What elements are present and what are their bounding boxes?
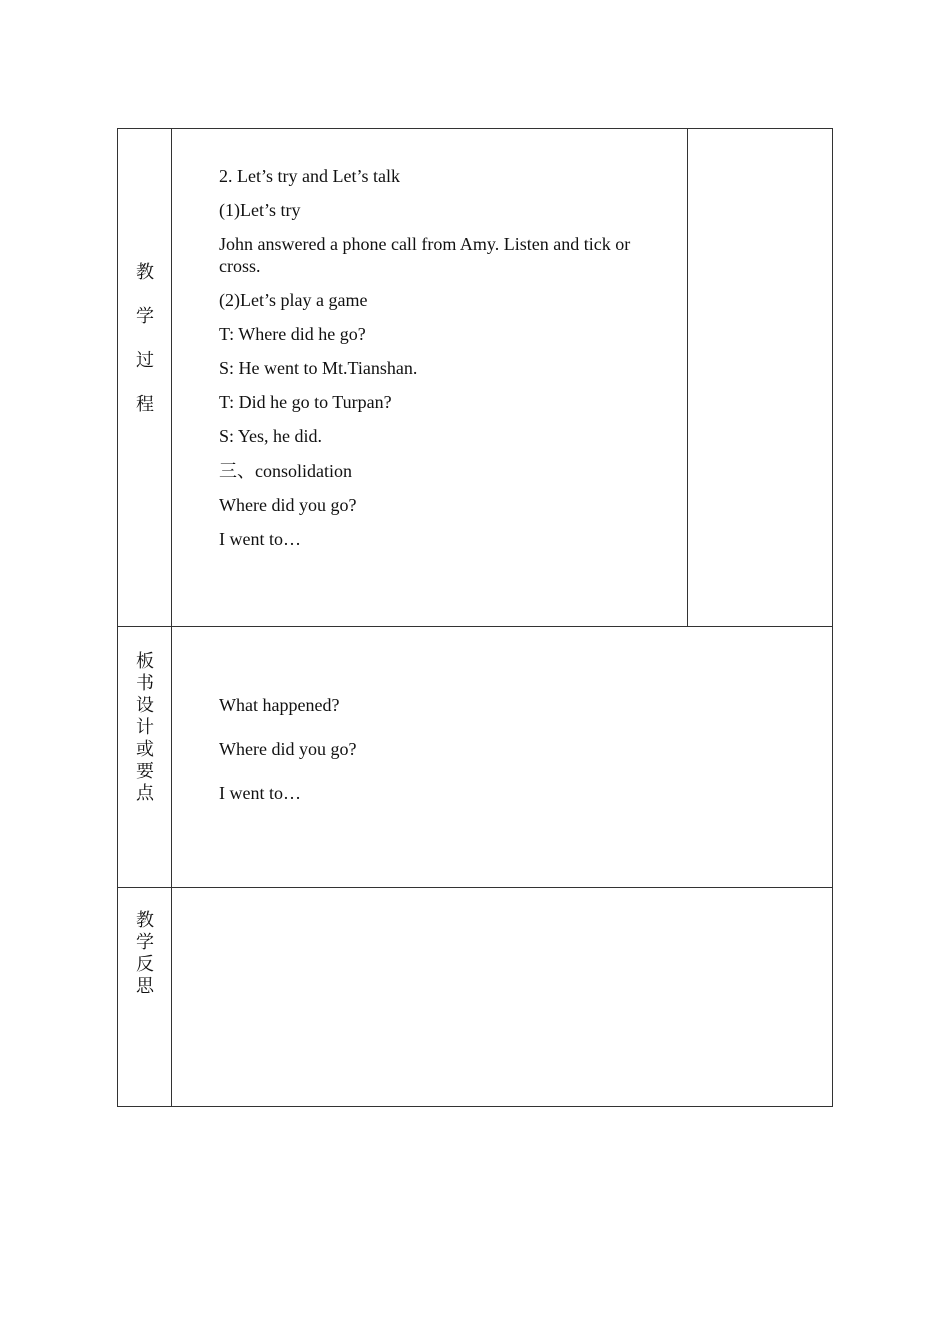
- process-label: [118, 251, 172, 427]
- board-line: I went to…: [219, 783, 301, 803]
- process-line: I went to…: [219, 529, 301, 549]
- process-line: John answered a phone call from Amy. Listen and tick or cross.: [219, 234, 631, 276]
- board-design-label: [118, 651, 172, 805]
- process-line: (2)Let’s play a game: [219, 290, 368, 310]
- board-design-content: [219, 627, 819, 887]
- board-label-char: 设: [136, 695, 154, 716]
- board-label-char: 书: [136, 673, 154, 694]
- process-content: [219, 129, 679, 626]
- process-line: S: He went to Mt.Tianshan.: [219, 358, 418, 378]
- notes-column-divider: [687, 129, 688, 626]
- process-line: (1)Let’s try: [219, 200, 301, 220]
- process-label-char: 学: [136, 306, 154, 327]
- reflection-label: [118, 910, 172, 998]
- board-label-char: 点: [136, 783, 154, 804]
- reflection-label-char: 学: [136, 932, 154, 953]
- row-divider-2: [118, 887, 832, 888]
- process-label-char: 教: [136, 262, 154, 283]
- reflection-label-char: 思: [136, 976, 154, 997]
- process-line: T: Did he go to Turpan?: [219, 392, 392, 412]
- process-line: 2. Let’s try and Let’s talk: [219, 166, 400, 186]
- board-line: Where did you go?: [219, 739, 357, 759]
- board-label-char: 或: [136, 739, 154, 760]
- reflection-label-char: 教: [136, 910, 154, 931]
- board-label-char: 计: [136, 717, 154, 738]
- board-label-char: 要: [136, 761, 154, 782]
- process-label-char: 过: [136, 350, 154, 371]
- process-line: T: Where did he go?: [219, 324, 366, 344]
- process-line: 三、consolidation: [219, 461, 352, 481]
- board-label-char: 板: [136, 651, 154, 672]
- lesson-plan-table: [117, 128, 833, 1107]
- process-line: S: Yes, he did.: [219, 426, 323, 446]
- reflection-label-char: 反: [136, 954, 154, 975]
- process-line: Where did you go?: [219, 495, 357, 515]
- board-line: What happened?: [219, 695, 340, 715]
- process-label-char: 程: [136, 394, 154, 415]
